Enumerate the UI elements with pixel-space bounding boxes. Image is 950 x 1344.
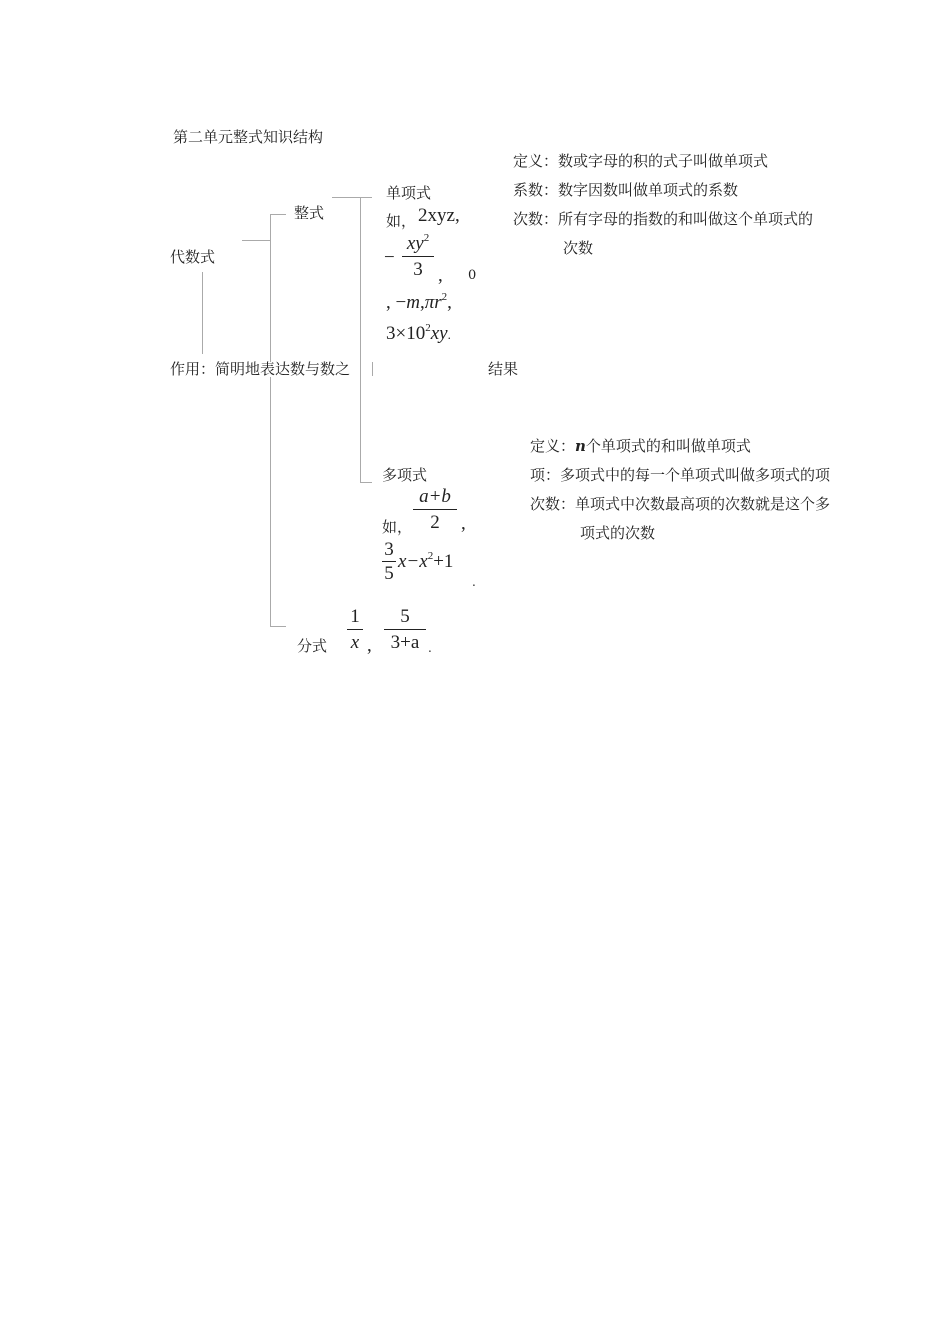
comma-mark: , [461,513,466,534]
monomial-coefficient: 系数：数字因数叫做单项式的系数 [513,181,739,199]
purpose-cut-line [372,362,373,376]
poly-def-n: n [575,437,586,455]
poly-fraction-bar [413,509,457,510]
coef-bar [382,561,396,562]
fraction-bar [402,256,434,257]
fenshi-f1-bar [347,629,363,630]
poly-def-rest: 个单项式的和叫做单项式 [585,437,751,455]
comma-mark: , [367,635,372,656]
monomial-example-2xyz-text: 2xyz [418,205,455,226]
zhengshi-vertical-line [360,197,361,482]
monomial-degree-cont: 次数 [563,239,594,257]
monomial-example-m: m [406,292,420,313]
fenshi-label: 分式 [297,637,328,655]
monomial-definition: 定义：数或字母的积的式子叫做单项式 [513,152,769,170]
coef-num: 3 [384,539,394,560]
main-vertical-line [270,214,271,626]
zhengshi-connector-line [332,197,360,198]
fenshi-f1-den: x [350,632,360,653]
zhengshi-label: 整式 [294,204,325,222]
monomial-minus-sign: − [384,247,395,268]
polynomial-degree: 次数：单项式中次数最高项的次数就是这个多 [530,495,831,513]
polynomial-degree-cont: 项式的次数 [580,524,656,542]
fraction-denominator: 3 [413,259,423,280]
root-connector-line [242,240,270,241]
fenshi-f2-den [384,633,426,652]
monomial-branch-line [360,197,372,198]
monomial-example-sci-base: 3×10 [386,323,426,344]
page-title: 第二单元整式知识结构 [173,128,324,146]
fenshi-f2-den-text: 3+a [390,632,420,653]
period-mark: . [472,575,476,589]
monomial-degree: 次数：所有字母的指数的和叫做这个单项式的 [513,210,814,228]
monomial-label: 单项式 [386,184,432,202]
monomial-example-2xyz [418,206,460,225]
fraction-num-text: xy [406,233,424,254]
purpose-text: 作用：简明地表达数与数之 [170,360,351,378]
monomial-example-comma: , [454,205,460,226]
poly-fraction-num: a+b [419,486,451,507]
monomial-example-pir: πr [424,292,442,313]
poly-def-prefix: 定义： [530,437,576,455]
coef-den: 5 [384,563,394,584]
fenshi-branch-line [270,626,286,627]
root-label: 代数式 [170,248,216,266]
monomial-example-sci-exp: 2 [425,322,431,334]
monomial-example-sci-var: xy [430,323,448,344]
period-mark: . [428,641,432,655]
monomial-example-line3: , $-m,\pi r^2$, [386,291,452,313]
monomial-example-pir-exp: 2 [441,291,448,303]
fenshi-f2-num: 5 [400,606,410,627]
polynomial-term: 项：多项式中的每一个单项式叫做多项式的项 [530,466,831,484]
polynomial-example-fraction [413,487,457,532]
fraction-num-exp: 2 [423,232,430,244]
fenshi-f1-num: 1 [350,606,360,627]
poly-fraction-den: 2 [430,512,440,533]
zhengshi-branch-line [270,214,286,215]
monomial-example-line4 [386,323,451,343]
comma-mark: , [438,265,443,286]
polynomial-branch-line [360,482,372,483]
polynomial-definition [530,439,751,454]
fenshi-example-2 [384,607,426,652]
root-vertical-line [202,272,203,354]
fenshi-example-1 [347,607,363,652]
fenshi-f2-bar [384,629,426,630]
polynomial-example-tail [398,551,453,571]
purpose-result: 结果 [488,360,519,378]
polynomial-example-prefix: 如， [382,518,413,536]
polynomial-label: 多项式 [382,466,428,484]
fraction-numerator [402,233,434,253]
monomial-example-prefix: 如， [386,212,417,230]
monomial-example-fraction [402,233,434,279]
poly-tail-b: +1 [433,551,454,572]
poly-tail-a: x−x [398,551,428,572]
period-mark: . [447,327,451,342]
poly-tail-exp: 2 [427,550,434,562]
monomial-example-zero: 0 [468,268,477,283]
polynomial-coef-fraction [382,540,396,583]
